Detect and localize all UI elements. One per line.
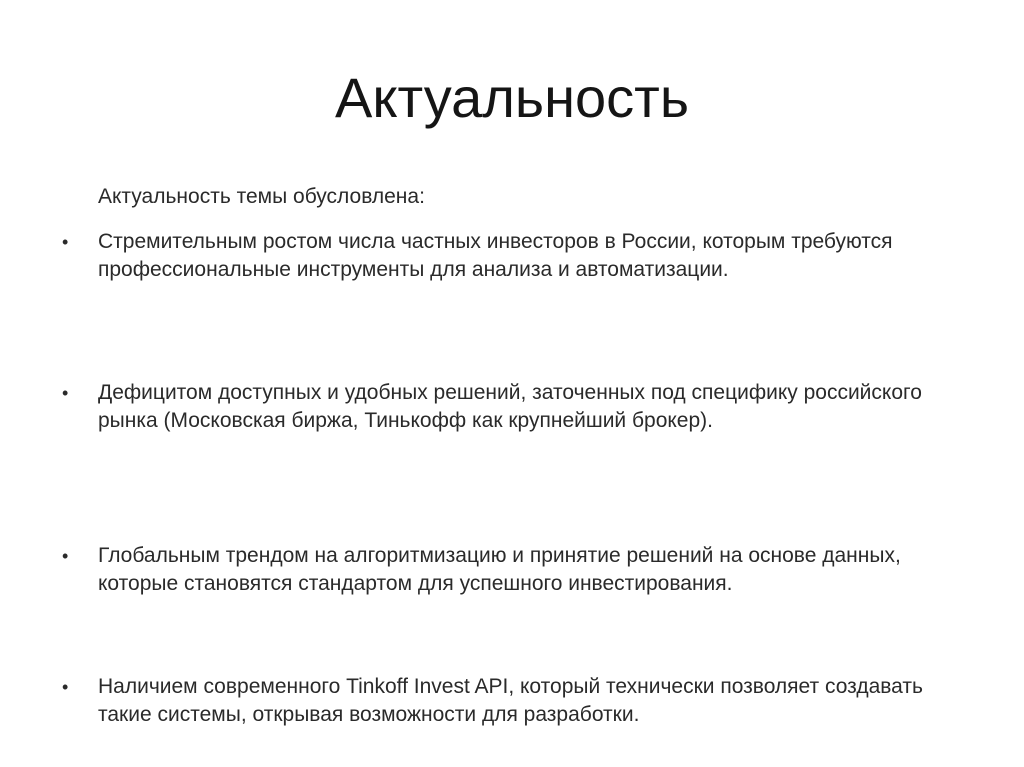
bullet-item-1 (62, 228, 942, 284)
bullet-dot-icon: • (62, 383, 69, 403)
slide-title: Актуальность (334, 66, 690, 129)
bullet-item-3 (62, 542, 942, 598)
bullet-text: Дефицитом доступных и удобных решений, заточенных под специфику российского рынка (Московская биржа, Тинькофф как крупнейший брокер). (98, 381, 922, 432)
bullet-dot-icon: • (62, 546, 69, 566)
bullet-dot-icon: • (62, 232, 69, 252)
bullet-item-2 (62, 379, 942, 435)
intro-text: Актуальность темы обусловлена: (98, 185, 425, 208)
bullet-item-4 (62, 673, 942, 729)
bullet-dot-icon: • (62, 677, 69, 697)
bullet-text: Стремительным ростом числа частных инвесторов в России, которым требуются профессиональные инструменты для анализа и автоматизации. (98, 230, 893, 281)
bullet-text: Глобальным трендом на алгоритмизацию и принятие решений на основе данных, которые становятся стандартом для успешного инвестирования. (98, 544, 901, 595)
bullet-text: Наличием современного Tinkoff Invest API, который технически позволяет создавать такие системы, открывая возможности для разработки. (98, 675, 923, 726)
